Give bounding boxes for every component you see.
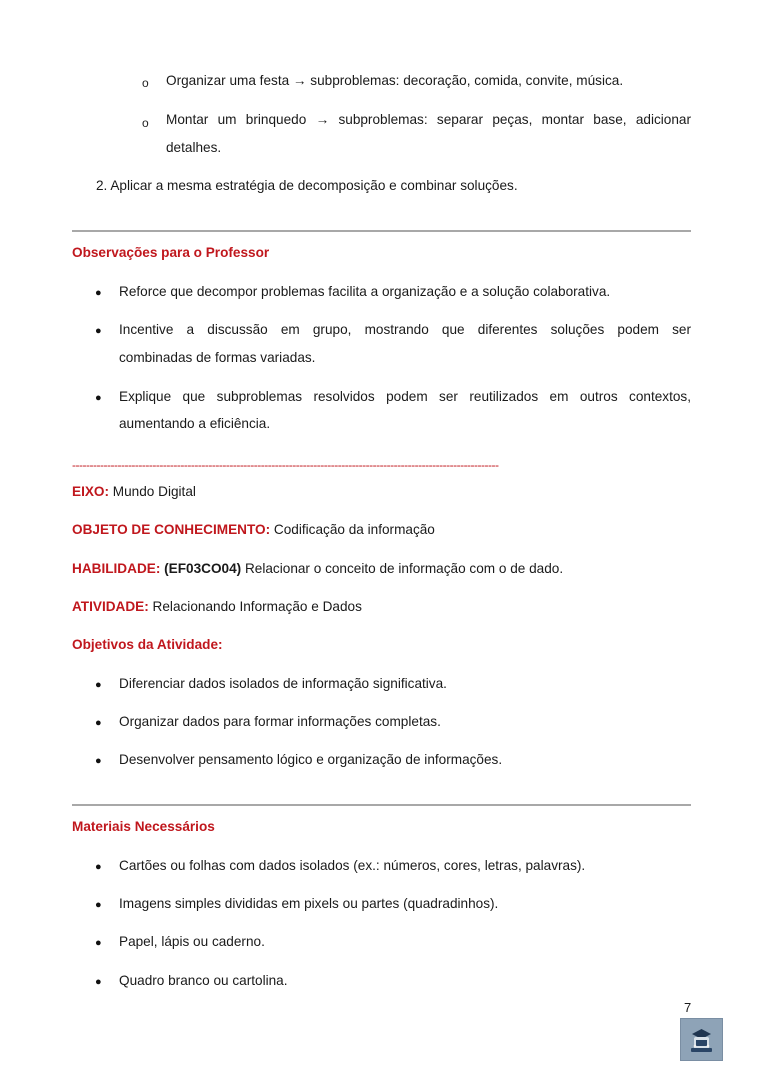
bullet-icon: ● [95,679,102,691]
teacher-notes-heading: Observações para o Professor [72,245,270,260]
atividade-line [72,599,362,614]
habilidade-label: HABILIDADE: [72,561,161,576]
atividade-value: Relacionando Informação e Dados [148,599,362,614]
bullet-icon: ● [95,937,102,949]
objetivo-item: Organizar dados para formar informações completas. [119,714,441,729]
teacher-note-item-cont: combinadas de formas variadas. [119,350,316,365]
objeto-line [72,522,435,537]
materials-heading: Materiais Necessários [72,819,215,834]
sub-item-festa: Organizar uma festa → subproblemas: decoração, comida, convite, música. [166,73,624,88]
bullet-icon: ● [95,325,102,337]
sub-item-brinquedo-cont: detalhes. [166,140,222,155]
eixo-value: Mundo Digital [109,484,196,499]
teacher-note-item-cont: aumentando a eficiência. [119,416,271,431]
sub-bullet-icon: o [142,76,149,90]
teacher-note-item: Reforce que decompor problemas facilita a organização e a solução colaborativa. [119,284,611,299]
habilidade-value: Relacionar o conceito de informação com o de dado. [241,561,564,576]
page-number: 7 [684,1000,692,1015]
bullet-icon: ● [95,976,102,988]
section-divider [72,230,691,232]
eixo-line [72,484,196,499]
section-divider [72,804,691,806]
bullet-icon: ● [95,287,102,299]
teacher-note-item: Incentive a discussão em grupo, mostrando que diferentes soluções podem ser [119,322,691,337]
bullet-icon: ● [95,899,102,911]
bullet-icon: ● [95,392,102,404]
material-item: Papel, lápis ou caderno. [119,934,265,949]
bullet-icon: ● [95,861,102,873]
teacher-note-item: Explique que subproblemas resolvidos podem ser reutilizados em outros contextos, [119,389,691,404]
sub-bullet-icon: o [142,116,149,130]
eixo-label: EIXO: [72,484,110,499]
habilidade-code: (EF03CO04) [160,561,242,576]
bullet-icon: ● [95,717,102,729]
material-item: Cartões ou folhas com dados isolados (ex.: números, cores, letras, palavras). [119,858,586,873]
school-logo-graphic [681,1019,722,1060]
school-logo-icon [680,1018,723,1061]
objetivo-item: Diferenciar dados isolados de informação significativa. [119,676,447,691]
dashed-separator: -------------------------------------------------------------------------------------------------------------------------- [72,458,499,470]
objeto-label: OBJETO DE CONHECIMENTO: [72,522,271,537]
numbered-step-2: 2. Aplicar a mesma estratégia de decomposição e combinar soluções. [96,178,518,193]
material-item: Imagens simples divididas em pixels ou partes (quadradinhos). [119,896,499,911]
atividade-label: ATIVIDADE: [72,599,149,614]
material-item: Quadro branco ou cartolina. [119,973,288,988]
objetivos-heading: Objetivos da Atividade: [72,637,223,652]
habilidade-line [72,561,563,576]
bullet-icon: ● [95,755,102,767]
sub-item-brinquedo: Montar um brinquedo → subproblemas: separar peças, montar base, adicionar [166,112,691,127]
objetivo-item: Desenvolver pensamento lógico e organização de informações. [119,752,503,767]
objeto-value: Codificação da informação [270,522,435,537]
